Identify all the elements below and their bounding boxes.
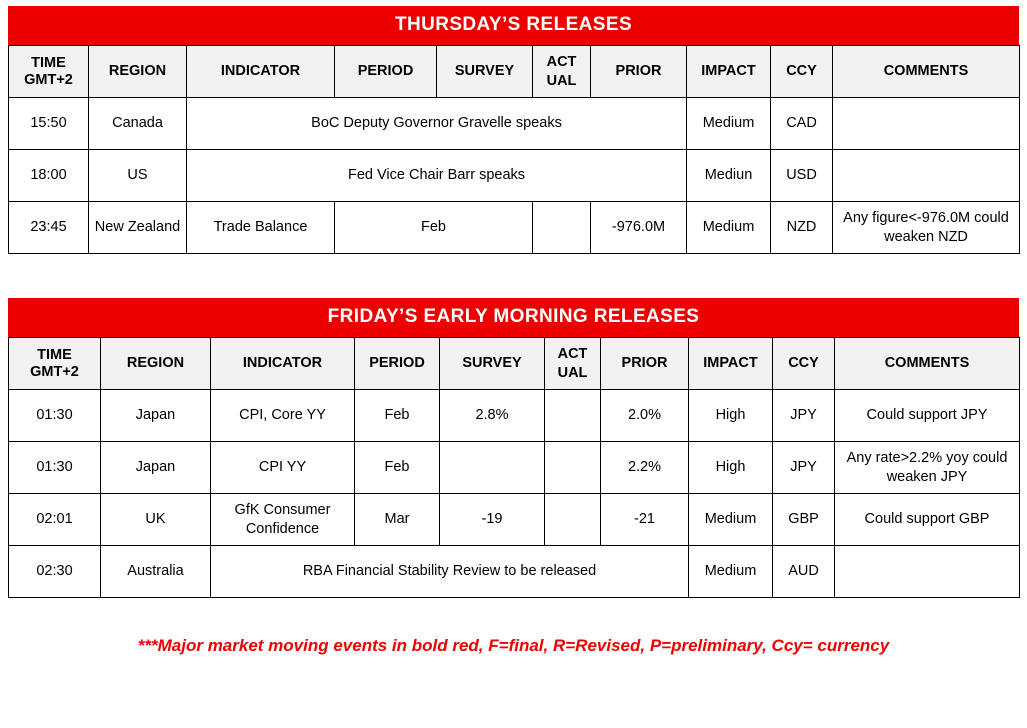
cell-prior: -976.0M — [591, 202, 687, 254]
cell-time: 02:01 — [9, 494, 101, 546]
column-header-time-line2: GMT+2 — [24, 71, 73, 88]
column-header-impact: IMPACT — [689, 338, 773, 390]
column-header-ccy: CCY — [771, 46, 833, 98]
cell-comments — [833, 98, 1020, 150]
column-header-impact: IMPACT — [687, 46, 771, 98]
cell-time: 15:50 — [9, 98, 89, 150]
cell-ccy: NZD — [771, 202, 833, 254]
column-header-time-line2: GMT+2 — [30, 363, 79, 380]
column-header-survey: SURVEY — [437, 46, 533, 98]
cell-ccy: GBP — [773, 494, 835, 546]
cell-actual — [545, 442, 601, 494]
cell-impact: Medium — [687, 202, 771, 254]
cell-region: Japan — [101, 442, 211, 494]
column-header-comments: COMMENTS — [835, 338, 1020, 390]
cell-time: 01:30 — [9, 390, 101, 442]
cell-comments — [833, 150, 1020, 202]
cell-event: RBA Financial Stability Review to be released — [211, 546, 689, 598]
cell-prior: 2.0% — [601, 390, 689, 442]
column-header-comments: COMMENTS — [833, 46, 1020, 98]
cell-survey: -19 — [440, 494, 545, 546]
cell-prior: 2.2% — [601, 442, 689, 494]
column-header-actual-line1: ACT — [557, 346, 588, 363]
cell-period: Mar — [355, 494, 440, 546]
friday-banner: FRIDAY’S EARLY MORNING RELEASES — [8, 298, 1019, 337]
cell-ccy: CAD — [771, 98, 833, 150]
cell-region: Japan — [101, 390, 211, 442]
footnote-spacer — [8, 598, 1019, 628]
cell-prior: -21 — [601, 494, 689, 546]
column-header-ccy: CCY — [773, 338, 835, 390]
table-row — [9, 202, 1020, 254]
table-header-row — [9, 338, 1020, 390]
cell-survey: 2.8% — [440, 390, 545, 442]
cell-region: Canada — [89, 98, 187, 150]
cell-period: Feb — [335, 202, 533, 254]
column-header-actual — [545, 338, 601, 390]
cell-region: UK — [101, 494, 211, 546]
thursday-releases-block — [8, 6, 1019, 254]
cell-region: US — [89, 150, 187, 202]
cell-actual — [545, 494, 601, 546]
cell-ccy: JPY — [773, 390, 835, 442]
column-header-indicator: INDICATOR — [211, 338, 355, 390]
cell-indicator: GfK Consumer Confidence — [211, 494, 355, 546]
table-row — [9, 442, 1020, 494]
cell-comments: Any figure<-976.0M could weaken NZD — [833, 202, 1020, 254]
cell-event: Fed Vice Chair Barr speaks — [187, 150, 687, 202]
cell-indicator: Trade Balance — [187, 202, 335, 254]
cell-event: BoC Deputy Governor Gravelle speaks — [187, 98, 687, 150]
cell-region: Australia — [101, 546, 211, 598]
cell-time: 02:30 — [9, 546, 101, 598]
column-header-period: PERIOD — [335, 46, 437, 98]
table-row — [9, 494, 1020, 546]
cell-comments — [835, 546, 1020, 598]
column-header-actual-line2: UAL — [557, 364, 588, 381]
column-header-region: REGION — [101, 338, 211, 390]
cell-time: 18:00 — [9, 150, 89, 202]
cell-time: 23:45 — [9, 202, 89, 254]
cell-impact: Medium — [689, 546, 773, 598]
thursday-banner: THURSDAY’S RELEASES — [8, 6, 1019, 45]
cell-time: 01:30 — [9, 442, 101, 494]
column-header-time-line1: TIME — [37, 346, 72, 363]
cell-actual — [533, 202, 591, 254]
cell-impact: Medium — [689, 494, 773, 546]
cell-ccy: USD — [771, 150, 833, 202]
cell-survey — [440, 442, 545, 494]
table-row — [9, 390, 1020, 442]
cell-actual — [545, 390, 601, 442]
cell-period: Feb — [355, 442, 440, 494]
table-row — [9, 150, 1020, 202]
thursday-releases-table — [8, 45, 1020, 254]
cell-period: Feb — [355, 390, 440, 442]
section-spacer — [8, 254, 1019, 298]
cell-impact: High — [689, 390, 773, 442]
cell-indicator: CPI YY — [211, 442, 355, 494]
cell-comments: Could support GBP — [835, 494, 1020, 546]
friday-releases-table — [8, 337, 1020, 598]
column-header-period: PERIOD — [355, 338, 440, 390]
legend-footnote: ***Major market moving events in bold red, F=final, R=Revised, P=preliminary, Ccy= currency — [137, 636, 890, 655]
cell-comments: Could support JPY — [835, 390, 1020, 442]
cell-comments: Any rate>2.2% yoy could weaken JPY — [835, 442, 1020, 494]
table-header-row — [9, 46, 1020, 98]
column-header-actual — [533, 46, 591, 98]
cell-region: New Zealand — [89, 202, 187, 254]
cell-ccy: AUD — [773, 546, 835, 598]
column-header-actual-line1: ACT — [546, 54, 577, 71]
column-header-time — [9, 338, 101, 390]
cell-ccy: JPY — [773, 442, 835, 494]
column-header-actual-line2: UAL — [546, 72, 577, 89]
cell-impact: Mediun — [687, 150, 771, 202]
table-row — [9, 546, 1020, 598]
column-header-region: REGION — [89, 46, 187, 98]
cell-impact: High — [689, 442, 773, 494]
column-header-time-line1: TIME — [31, 54, 66, 71]
column-header-time — [9, 46, 89, 98]
friday-releases-block — [8, 298, 1019, 598]
column-header-survey: SURVEY — [440, 338, 545, 390]
table-row — [9, 98, 1020, 150]
column-header-prior: PRIOR — [591, 46, 687, 98]
column-header-prior: PRIOR — [601, 338, 689, 390]
column-header-indicator: INDICATOR — [187, 46, 335, 98]
cell-indicator: CPI, Core YY — [211, 390, 355, 442]
cell-impact: Medium — [687, 98, 771, 150]
